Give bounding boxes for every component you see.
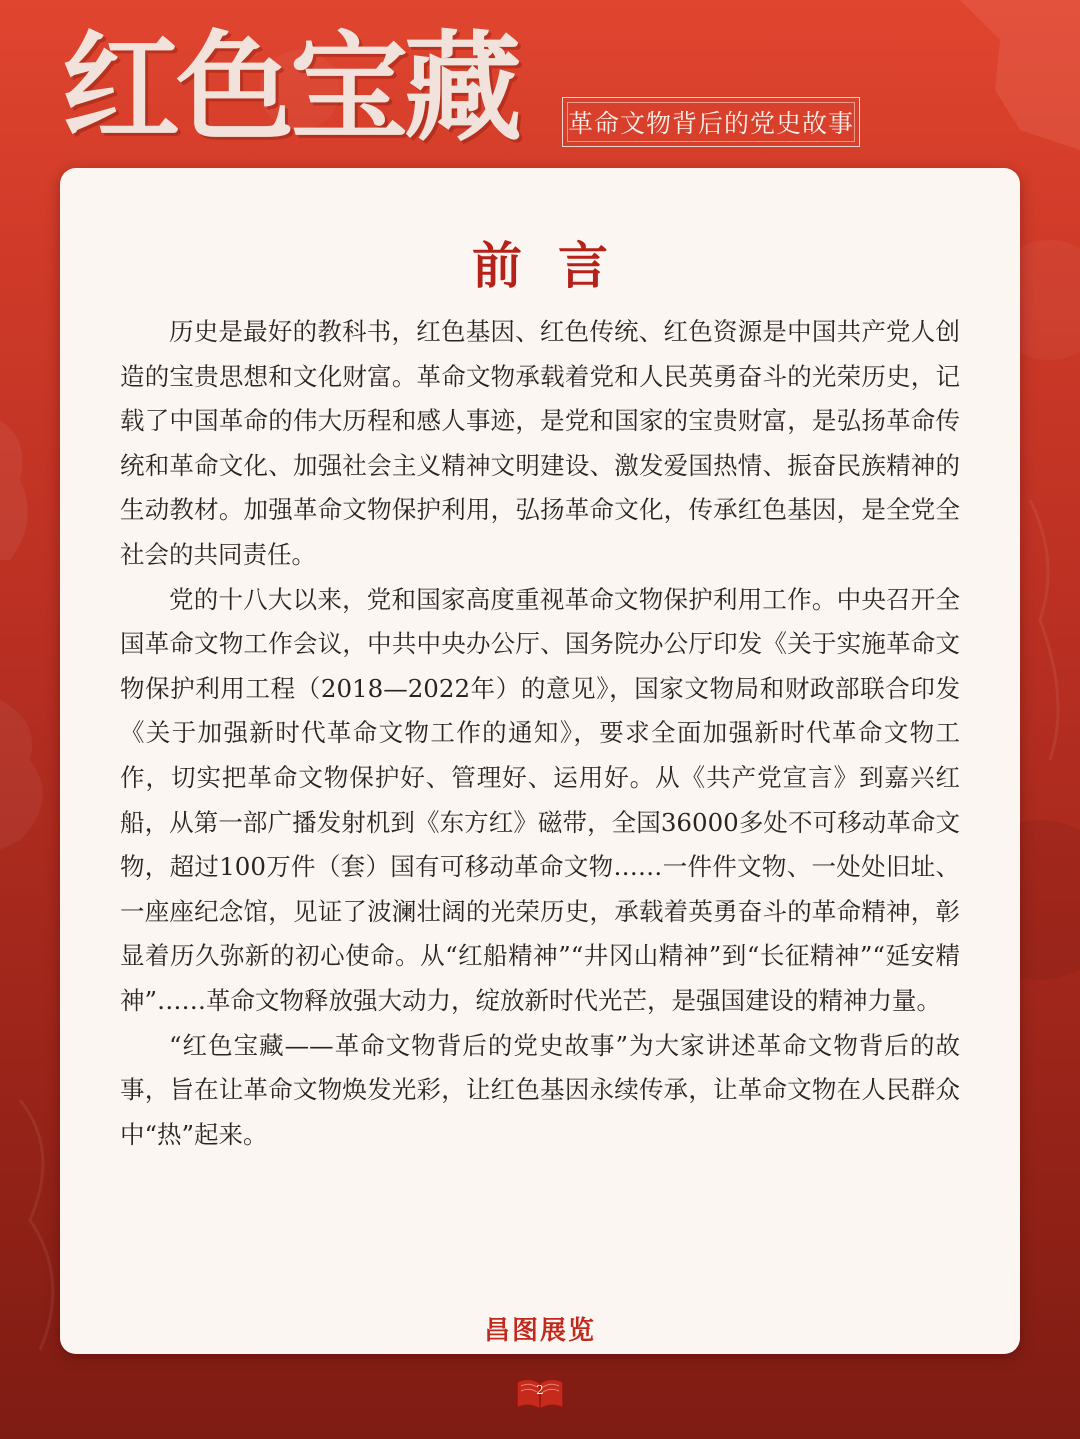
paragraph-3: “红色宝藏——革命文物背后的党史故事”为大家讲述革命文物背后的故事，旨在让革命文物焕发光彩，让红色基因永续传承，让革命文物在人民群众中“热”起来。 <box>120 1030 960 1149</box>
page-number-badge <box>514 1374 566 1412</box>
subtitle: 革命文物背后的党史故事 <box>567 109 854 138</box>
paragraph-2: 党的十八大以来，党和国家高度重视革命文物保护利用工作。中央召开全国革命文物工作会议，中共中央办公厅、国务院办公厅印发《关于实施革命文物保护利用工程（2018—2022年）的意见》，国家文物局和财政部联合印发《关于加强新时代革命文物工作的通知》，要求全面加强新时代革命文物工作，切实把革命文物保护好、管理好、运用好。从《共产党宣言》到嘉兴红船，从第一部广播发射机到《东方红》磁带，全国36000多处不可移动革命文物，超过100万件（套）国有可移动革命文物……一件件文物、一处处旧址、一座座纪念馆，见证了波澜壮阔的光荣历史，承载着英勇奋斗的革命精神，彰显着历久弥新的初心使命。从“红船精神”“井冈山精神”到“长征精神”“延安精神”……革命文物释放强大动力，绽放新时代光芒，是强国建设的精神力量。 <box>120 584 960 1015</box>
subtitle-frame <box>562 97 860 147</box>
section-heading: 前言 <box>472 237 644 295</box>
footer-brand: 昌图展览 <box>483 1316 596 1346</box>
paragraph-1: 历史是最好的教科书，红色基因、红色传统、红色资源是中国共产党人创造的宝贵思想和文化财富。革命文物承载着党和人民英勇奋斗的光荣历史，记载了中国革命的伟大历程和感人事迹，是党和国家的宝贵财富，是弘扬革命传统和革命文化、加强社会主义精神文明建设、激发爱国热情、振奋民族精神的生动教材。加强革命文物保护利用，弘扬革命文化，传承红色基因，是全党全社会的共同责任。 <box>120 317 960 569</box>
preface-body <box>120 310 960 1157</box>
page-number: 2 <box>536 1383 544 1397</box>
page-title: 红色宝藏 <box>62 19 519 157</box>
content-card <box>60 168 1020 1354</box>
